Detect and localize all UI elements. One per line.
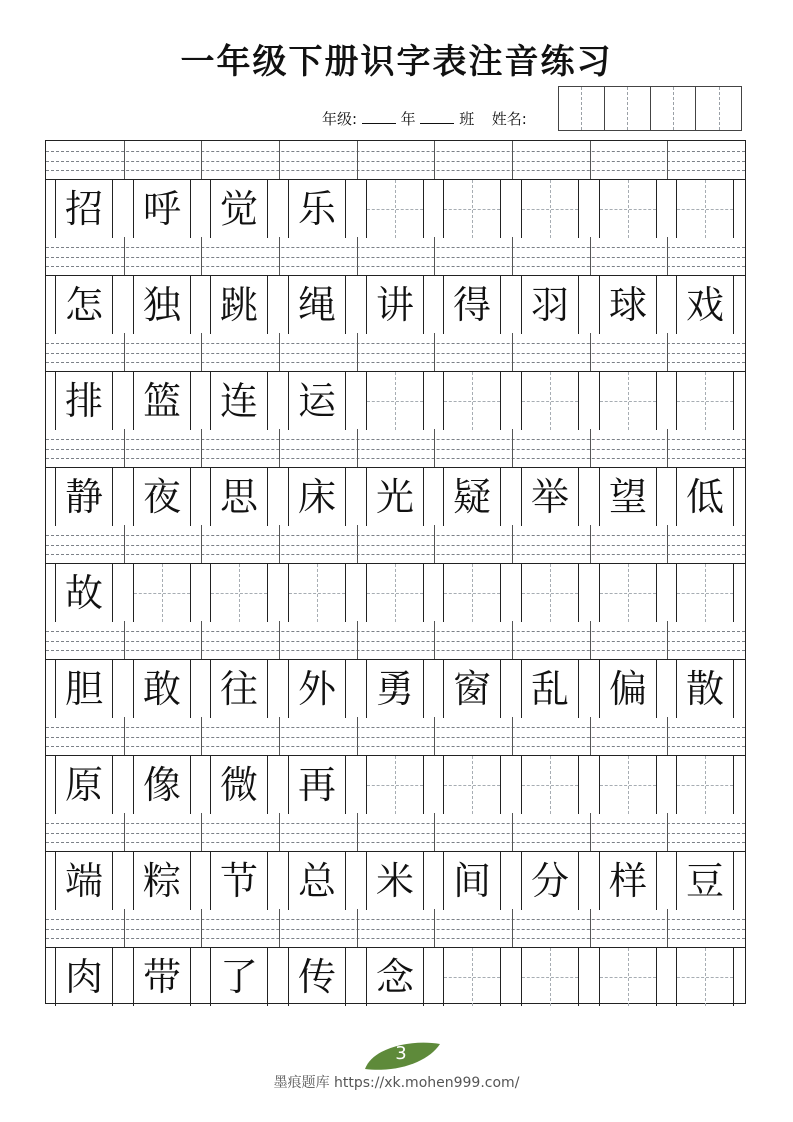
character-cell [133, 180, 191, 238]
hanzi-character [367, 180, 423, 238]
hanzi-character: 静 [64, 475, 103, 519]
hanzi-character: 粽 [142, 859, 181, 903]
empty-practice-cell[interactable] [443, 564, 501, 622]
name-box[interactable] [558, 86, 742, 131]
practice-row [46, 429, 745, 525]
character-cell [55, 564, 113, 622]
empty-practice-cell[interactable] [366, 564, 424, 622]
hanzi-character [677, 564, 733, 622]
hanzi-character: 疑 [452, 475, 491, 519]
character-cell [676, 660, 734, 718]
page-title: 一年级下册识字表注音练习 [180, 42, 613, 82]
hanzi-character: 床 [297, 475, 336, 519]
character-cell [210, 948, 268, 1006]
hanzi-character: 球 [608, 283, 647, 327]
hanzi-character: 胆 [64, 667, 103, 711]
hanzi-character: 乐 [297, 187, 336, 231]
character-cell [443, 660, 501, 718]
character-cell [288, 852, 346, 910]
character-cell [676, 852, 734, 910]
hanzi-character: 像 [142, 763, 181, 807]
character-cell [210, 180, 268, 238]
empty-practice-cell[interactable] [599, 372, 657, 430]
character-cell [288, 948, 346, 1006]
character-cell [133, 276, 191, 334]
character-cell [288, 660, 346, 718]
character-cell [55, 468, 113, 526]
empty-practice-cell[interactable] [676, 948, 734, 1006]
hanzi-character: 勇 [375, 667, 414, 711]
hanzi-character: 招 [64, 187, 103, 231]
hanzi-character [522, 948, 578, 1006]
character-cell [210, 372, 268, 430]
character-cell [676, 276, 734, 334]
class-label: 班 [459, 110, 475, 128]
character-cell [288, 756, 346, 814]
hanzi-character [677, 948, 733, 1006]
hanzi-character: 运 [297, 379, 336, 423]
character-cell [599, 468, 657, 526]
hanzi-character [444, 948, 500, 1006]
practice-row [46, 525, 745, 621]
character-cell [599, 852, 657, 910]
hanzi-character [677, 372, 733, 430]
hanzi-character [367, 756, 423, 814]
hanzi-character: 乱 [530, 667, 569, 711]
hanzi-character [600, 948, 656, 1006]
hanzi-character [522, 756, 578, 814]
name-label: 姓名: [491, 110, 527, 128]
hanzi-character: 肉 [64, 955, 103, 999]
character-cell [133, 948, 191, 1006]
character-cell [55, 180, 113, 238]
hanzi-character [600, 372, 656, 430]
empty-practice-cell[interactable] [676, 756, 734, 814]
empty-practice-cell[interactable] [288, 564, 346, 622]
hanzi-character: 觉 [219, 187, 258, 231]
empty-practice-cell[interactable] [443, 948, 501, 1006]
footer-text: 墨痕题库 https://xk.mohen999.com/ [273, 1075, 520, 1091]
hanzi-character: 外 [297, 667, 336, 711]
hanzi-character [134, 564, 190, 622]
character-cell [210, 468, 268, 526]
character-cell [133, 468, 191, 526]
practice-row [46, 909, 745, 1005]
hanzi-character [444, 372, 500, 430]
practice-row [46, 141, 745, 237]
hanzi-character: 怎 [64, 283, 103, 327]
hanzi-character: 独 [142, 283, 181, 327]
character-cell [676, 468, 734, 526]
character-cell [55, 660, 113, 718]
character-cell [521, 468, 579, 526]
empty-practice-cell[interactable] [676, 372, 734, 430]
hanzi-character: 往 [219, 667, 258, 711]
hanzi-character: 节 [219, 859, 258, 903]
character-cell [133, 852, 191, 910]
hanzi-character: 连 [219, 379, 258, 423]
hanzi-character: 散 [685, 667, 724, 711]
empty-practice-cell[interactable] [521, 948, 579, 1006]
character-cell [366, 948, 424, 1006]
empty-practice-cell[interactable] [133, 564, 191, 622]
hanzi-character [522, 180, 578, 238]
hanzi-character: 间 [452, 859, 491, 903]
hanzi-character: 传 [297, 955, 336, 999]
character-cell [210, 276, 268, 334]
hanzi-character: 端 [64, 859, 103, 903]
practice-row [46, 621, 745, 717]
character-cell [288, 180, 346, 238]
hanzi-character [600, 564, 656, 622]
empty-practice-cell[interactable] [443, 756, 501, 814]
hanzi-character: 米 [375, 859, 414, 903]
hanzi-character: 了 [219, 955, 258, 999]
class-blank[interactable] [420, 109, 454, 124]
hanzi-character [677, 180, 733, 238]
hanzi-character: 羽 [530, 283, 569, 327]
hanzi-character: 跳 [219, 283, 258, 327]
hanzi-character: 偏 [608, 667, 647, 711]
empty-practice-cell[interactable] [366, 180, 424, 238]
character-cell [366, 852, 424, 910]
empty-practice-cell[interactable] [599, 180, 657, 238]
hanzi-character: 举 [530, 475, 569, 519]
hanzi-character [444, 756, 500, 814]
hanzi-character: 敢 [142, 667, 181, 711]
practice-row [46, 717, 745, 813]
hanzi-character: 豆 [685, 859, 724, 903]
empty-practice-cell[interactable] [521, 564, 579, 622]
empty-practice-cell[interactable] [521, 180, 579, 238]
hanzi-character: 讲 [375, 283, 414, 327]
hanzi-character: 原 [64, 763, 103, 807]
character-cell [210, 852, 268, 910]
hanzi-character: 得 [452, 283, 491, 327]
character-cell [599, 276, 657, 334]
character-cell [366, 276, 424, 334]
grade-label: 年级: [322, 110, 358, 128]
hanzi-character: 戏 [685, 283, 724, 327]
hanzi-character: 夜 [142, 475, 181, 519]
empty-practice-cell[interactable] [366, 372, 424, 430]
hanzi-character: 低 [685, 475, 724, 519]
character-cell [599, 660, 657, 718]
hanzi-character: 篮 [142, 379, 181, 423]
hanzi-character [367, 564, 423, 622]
character-cell [210, 756, 268, 814]
hanzi-character: 再 [297, 763, 336, 807]
empty-practice-cell[interactable] [443, 372, 501, 430]
hanzi-character: 思 [219, 475, 258, 519]
empty-practice-cell[interactable] [210, 564, 268, 622]
hanzi-character [522, 564, 578, 622]
empty-practice-cell[interactable] [676, 564, 734, 622]
character-cell [55, 852, 113, 910]
empty-practice-cell[interactable] [599, 564, 657, 622]
year-label: 年 [400, 110, 416, 128]
hanzi-character: 窗 [452, 667, 491, 711]
hanzi-character: 绳 [297, 283, 336, 327]
hanzi-character: 望 [608, 475, 647, 519]
practice-row [46, 333, 745, 429]
character-cell [443, 852, 501, 910]
character-cell [55, 276, 113, 334]
character-cell [288, 372, 346, 430]
hanzi-character: 念 [375, 955, 414, 999]
character-cell [521, 276, 579, 334]
character-cell [55, 372, 113, 430]
character-cell [443, 468, 501, 526]
page-number: 3 [395, 1043, 407, 1064]
empty-practice-cell[interactable] [443, 180, 501, 238]
hanzi-character: 排 [64, 379, 103, 423]
character-cell [288, 468, 346, 526]
hanzi-character [444, 180, 500, 238]
character-cell [443, 276, 501, 334]
character-cell [521, 852, 579, 910]
character-cell [366, 660, 424, 718]
hanzi-character [600, 756, 656, 814]
hanzi-character: 呼 [142, 187, 181, 231]
hanzi-character: 分 [530, 859, 569, 903]
empty-practice-cell[interactable] [521, 372, 579, 430]
hanzi-character [367, 372, 423, 430]
character-cell [133, 756, 191, 814]
practice-grid [45, 140, 746, 1004]
hanzi-character [677, 756, 733, 814]
empty-practice-cell[interactable] [599, 948, 657, 1006]
empty-practice-cell[interactable] [521, 756, 579, 814]
hanzi-character: 总 [297, 859, 336, 903]
student-info [322, 108, 527, 129]
character-cell [55, 948, 113, 1006]
practice-row [46, 813, 745, 909]
hanzi-character: 故 [64, 571, 103, 615]
hanzi-character [522, 372, 578, 430]
character-cell [366, 468, 424, 526]
empty-practice-cell[interactable] [676, 180, 734, 238]
character-cell [210, 660, 268, 718]
character-cell [521, 660, 579, 718]
character-cell [133, 372, 191, 430]
hanzi-character: 样 [608, 859, 647, 903]
practice-row [46, 237, 745, 333]
hanzi-character [289, 564, 345, 622]
hanzi-character: 微 [219, 763, 258, 807]
grade-blank[interactable] [362, 109, 396, 124]
hanzi-character: 带 [142, 955, 181, 999]
hanzi-character: 光 [375, 475, 414, 519]
hanzi-character [211, 564, 267, 622]
empty-practice-cell[interactable] [366, 756, 424, 814]
character-cell [133, 660, 191, 718]
character-cell [55, 756, 113, 814]
character-cell [288, 276, 346, 334]
hanzi-character [444, 564, 500, 622]
hanzi-character [600, 180, 656, 238]
empty-practice-cell[interactable] [599, 756, 657, 814]
